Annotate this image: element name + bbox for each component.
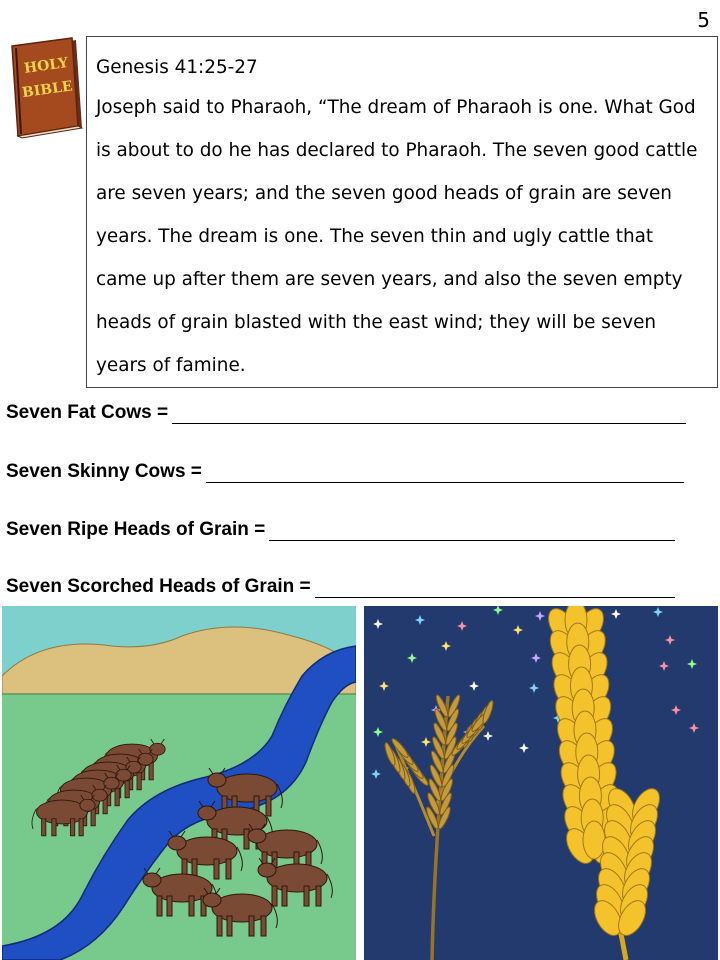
scorched-grain-row xyxy=(6,568,675,598)
bible-text-holy: HOLY xyxy=(23,54,70,77)
scripture-reference: Genesis 41:25-27 xyxy=(96,57,258,78)
grain-illustration xyxy=(364,606,718,960)
fat-cows-answer-line[interactable] xyxy=(172,401,686,424)
scorched-grain-label: Seven Scorched Heads of Grain = xyxy=(6,576,311,597)
bible-text-bible: BIBLE xyxy=(21,78,74,102)
ripe-kernel xyxy=(583,821,605,859)
fat-cows-row xyxy=(6,394,686,424)
skinny-cows-answer-line[interactable] xyxy=(206,460,684,483)
skinny-cows-row xyxy=(6,453,684,483)
ripe-grain-row xyxy=(6,511,675,541)
ripe-grain-label: Seven Ripe Heads of Grain = xyxy=(6,519,266,540)
scripture-box xyxy=(86,36,718,388)
ripe-grain-answer-line[interactable] xyxy=(269,518,675,541)
skinny-cows-label: Seven Skinny Cows = xyxy=(6,461,202,482)
scorched-grain-answer-line[interactable] xyxy=(315,575,675,598)
bible-icon xyxy=(6,36,86,140)
scripture-text: Joseph said to Pharaoh, “The dream of Pharaoh is one. What God is about to do he has declared to Pharaoh. The seven good cattle are seven years; and the seven good heads of grain are seven years. The dream is one. The seven thin and ugly cattle that came up after them are seven years, and also the seven empty heads of grain blasted with the east wind; they will be seven years of famine. xyxy=(96,97,698,376)
cows-illustration xyxy=(2,606,356,960)
fat-cows-label: Seven Fat Cows = xyxy=(6,402,169,423)
page-number: 5 xyxy=(697,8,710,32)
